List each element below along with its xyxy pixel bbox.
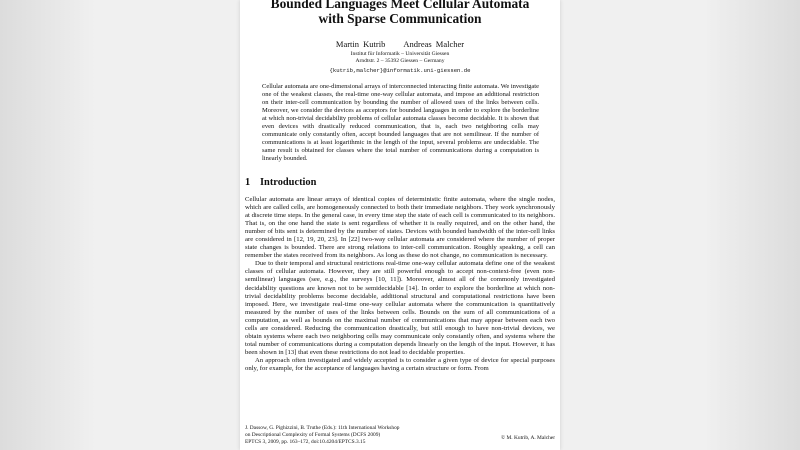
author-email: {kutrib,malcher}@informatik.uni-giessen.de (329, 67, 471, 74)
section-body (245, 196, 555, 373)
paper-title-line-2: with Sparse Communication (318, 11, 482, 26)
section-number: 1 (245, 177, 251, 188)
footer-line: J. Dassow, G. Pighizzini, B. Truthe (Eds.): 11th International Workshop (245, 425, 400, 431)
author-name: Martin Kutrib (335, 39, 386, 49)
abstract: Cellular automata are one-dimensional arrays of interconnected interacting finite automata. We investigate one of the weakest classes, the real-time one-way cellular automata, and impose an additional restriction on their inter-cell communication by bounding the number of allowed uses of the links between cells. Moreover, we consider the devices as acceptors for bounded languages in order to explore the borderline at which non-trivial decidability problems of cellular automata classes become decidable. It is shown that even devices with drastically reduced communication, that is, each two neighboring cells may communicate only constantly often, accept bounded languages that are not semilinear. If the number of communications is at least logarithmic in the length of the input, several problems are undecidable. The same result is obtained for classes where the total number of communications during a computation is linearly bounded. (262, 83, 539, 163)
author-list (240, 39, 560, 49)
section-heading (245, 176, 555, 190)
copyright-notice: © M. Kutrib, A. Malcher (501, 435, 555, 441)
paper-title-line-1: Bounded Languages Meet Cellular Automata (270, 0, 530, 11)
footer-line: on Descriptional Complexity of Formal Systems (DCFS 2009) (245, 432, 381, 439)
paragraph: An approach often investigated and widely accepted is to consider a given type of device for special purposes only, for example, for the acceptance of languages having a certain structure or form. From (245, 356, 555, 372)
paragraph: Due to their temporal and structural restrictions real-time one-way cellular automata define one of the weakest classes of cellular automata. However, they are still powerful enough to accept non-context-free (even non-semilinear) languages (see, e.g., the surveys [10, 11]). Moreover, almost all of the commonly investigated decidability questions are known not to be semidecidable [14]. In order to explore the borderline at which non-trivial decidability problems become decidable, additional structural and computational restrictions have been imposed. Here, we investigate real-time one-way cellular automata where the communication is quantitatively measured by the number of uses of the links between cells. Bounds on the sum of all communications of a computation, as well as bounds on the maximal number of communications that may appear between each two cells are considered. Reducing the communication drastically, but still enough to have non-trivial devices, we obtain systems where each two neighboring cells may communicate only constantly often, and systems where the total number of communications during a computation depends linearly on the length of the input. However, it has been shown in [13] that even these restrictions do not lead to decidable properties. (245, 260, 555, 356)
section-title: Introduction (260, 177, 317, 188)
affiliation-address: Arndtstr. 2 – 35392 Giessen – Germany (355, 58, 445, 64)
footer-line: EPTCS 3, 2009, pp. 163–172, doi:10.4204/EPTCS.3.15 (245, 439, 366, 446)
pdf-page (240, 0, 560, 450)
affiliation-line: Institut für Informatik – Universität Giessen (350, 51, 450, 57)
author-name: Andreas Malcher (403, 39, 465, 49)
paragraph: Cellular automata are linear arrays of identical copies of deterministic finite automata, where the single nodes, which are called cells, are homogeneously connected to both their immediate neighbors. They work synchronously at discrete time steps. In the general case, in every time step the state of each cell is communicated to its neighbors. That is, on the one hand the state is sent regardless of whether it is really required, and on the other hand, the number of bits sent is determined by the number of states. Devices with bounded bandwidth of the inter-cell links are considered in [12, 19, 20, 23]. In [22] two-way cellular automata are considered where the number of proper state changes is bounded. There are strong relations to inter-cell communication. Roughly speaking, a cell can remember the states received from its neighbors. As long as these do not change, no communication is necessary. (245, 196, 555, 260)
